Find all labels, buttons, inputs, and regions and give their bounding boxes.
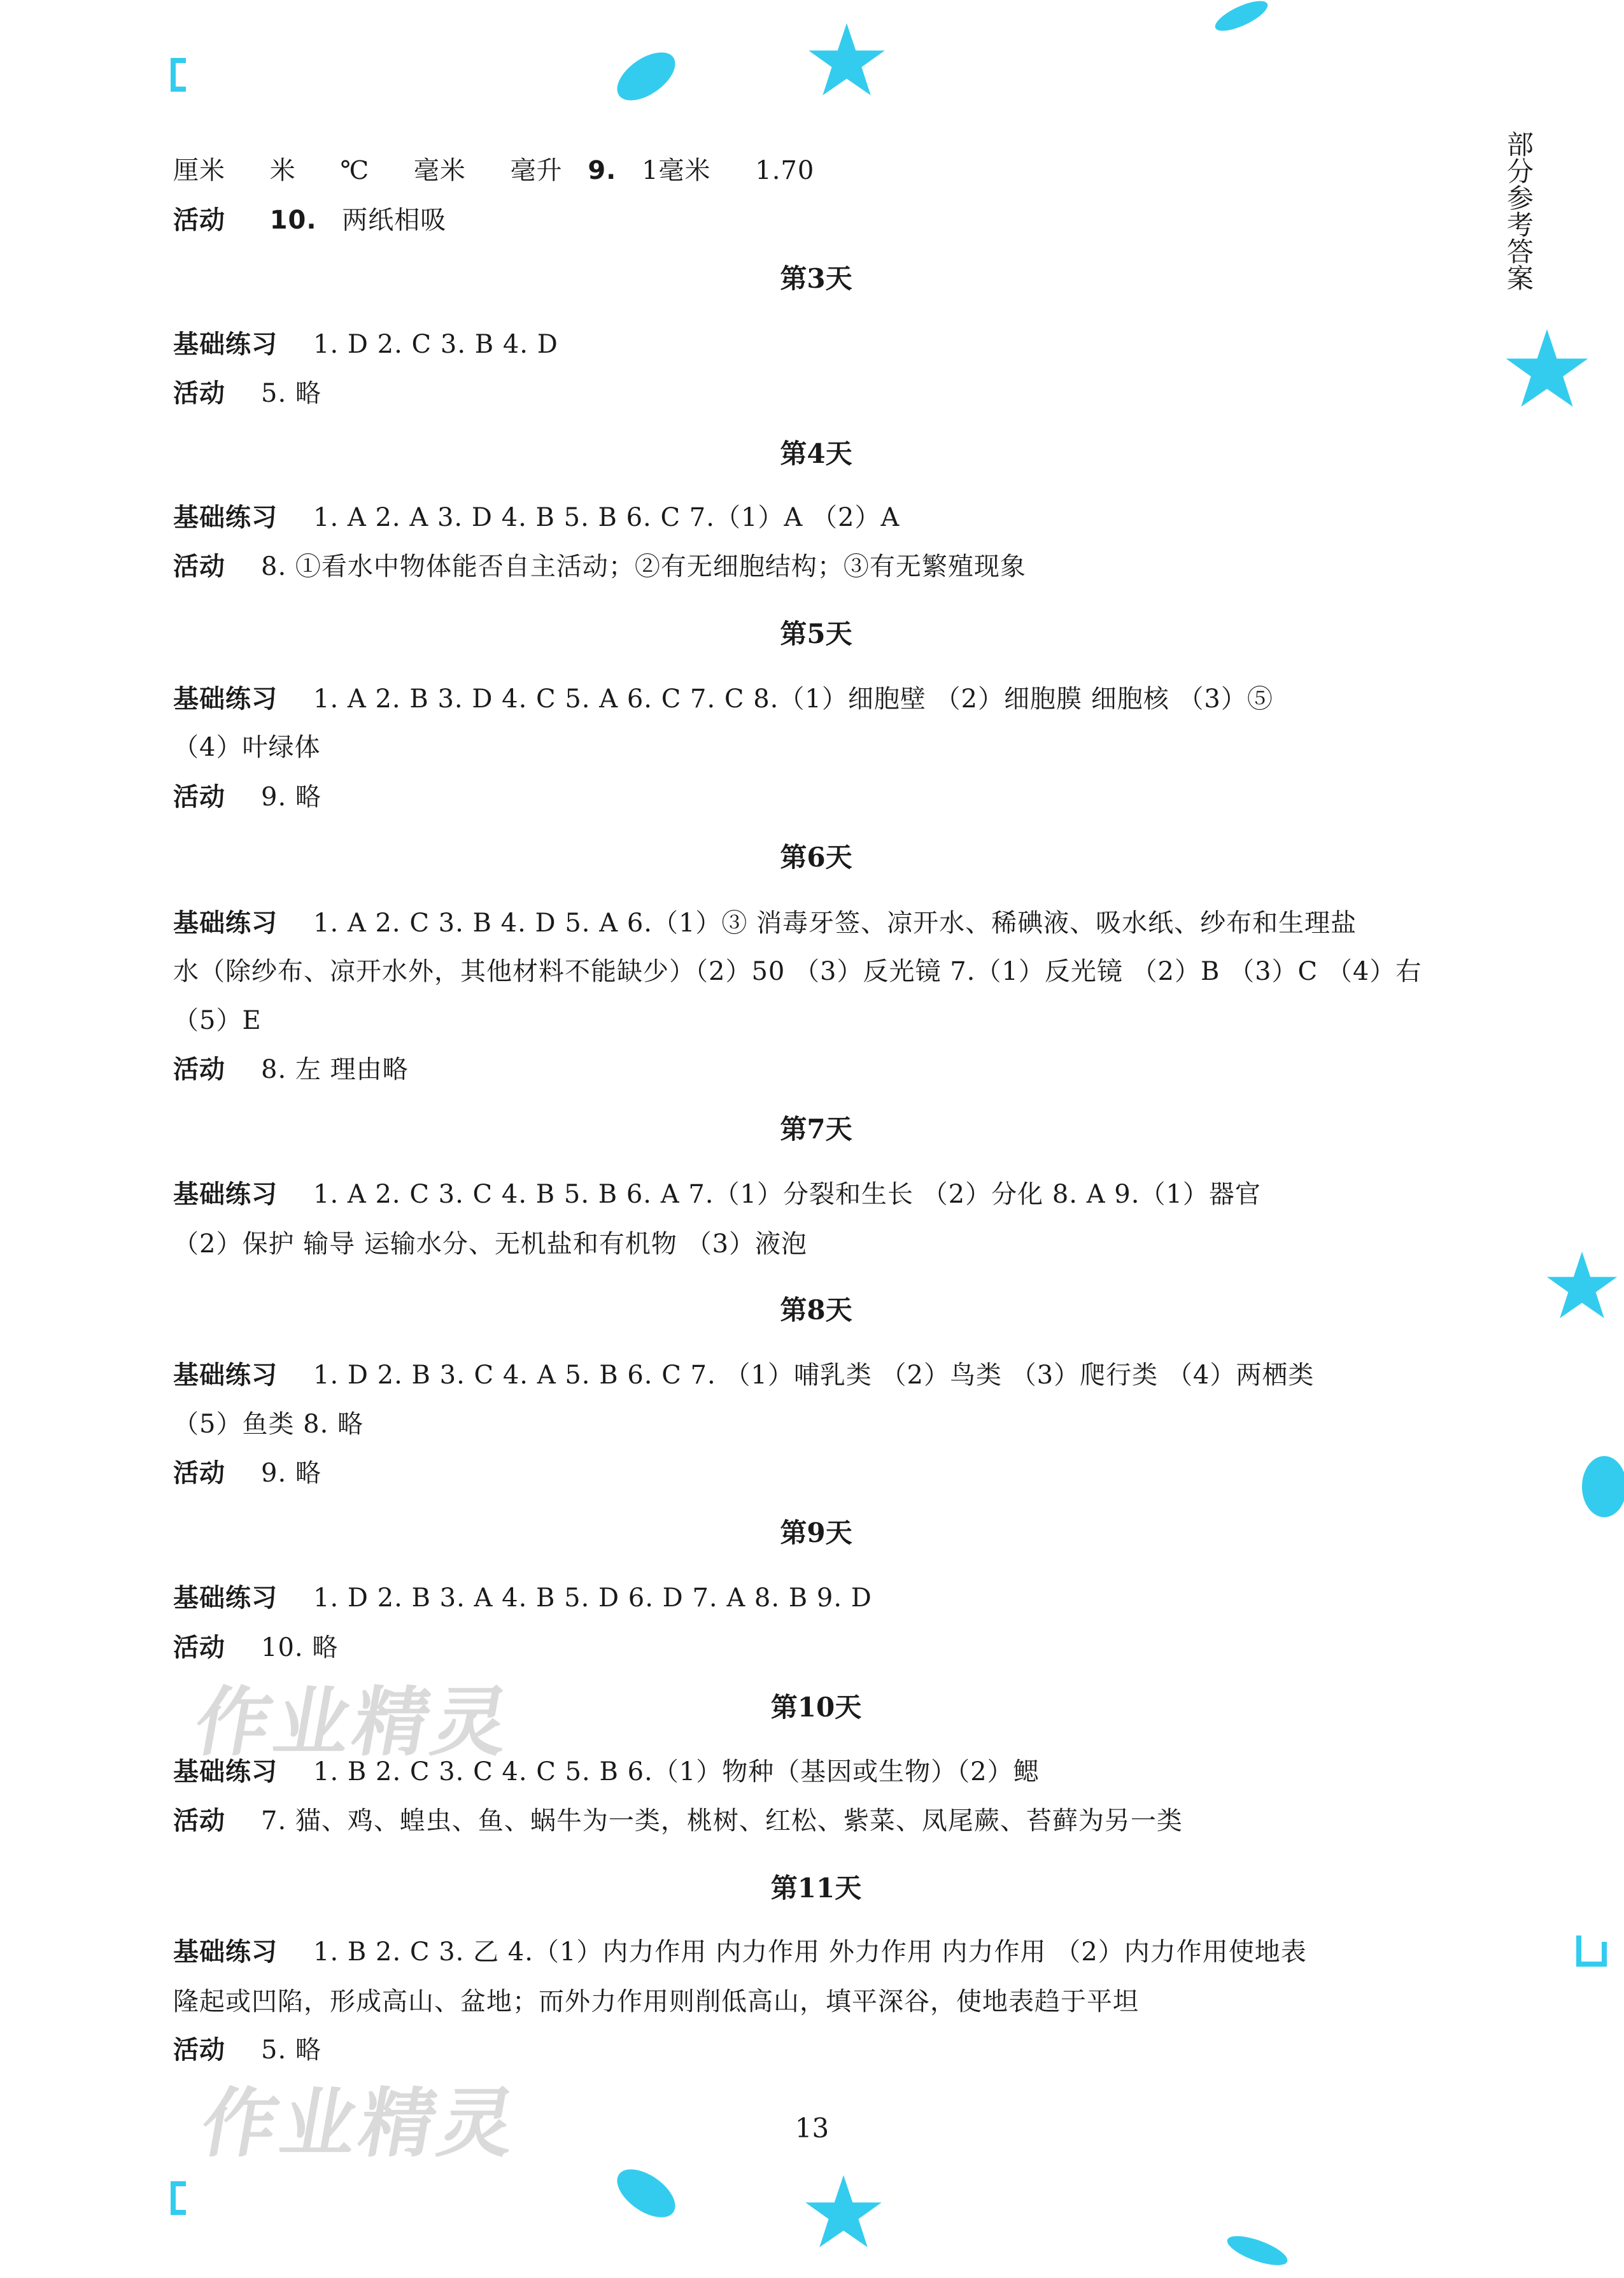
answer-line: 厘米 米 ℃ 毫米 毫升 9. 1毫米 1.70 [173,156,815,185]
side-tab [1496,131,1541,297]
answer-line: 基础练习 1. B 2. C 3. 乙 4.（1）内力作用 内力作用 外力作用 内力作用 （2）内力作用使地表 [173,1937,1307,1967]
section-heading: 第10天 [770,1692,862,1723]
bracket-icon [167,57,192,96]
answer-line: （5）E [173,1006,262,1035]
leaf-icon [1572,1452,1624,1522]
answer-line: 基础练习 1. D 2. B 3. A 4. B 5. D 6. D 7. A 8. B 9. D [173,1583,872,1613]
section-heading: 第5天 [780,618,852,649]
answer-line: 活动 9. 略 [173,1459,321,1488]
answer-line: 活动 10. 两纸相吸 [173,206,447,235]
answer-line: 活动 8. ①看水中物体能否自主活动；②有无细胞结构；③有无繁殖现象 [173,552,1026,581]
side-tab-label: 部分参考答案 [1503,131,1534,291]
answer-line: 隆起或凹陷，形成高山、盆地；而外力作用则削低高山，填平深谷，使地表趋于平坦 [173,1987,1139,2016]
answer-line: （4）叶绿体 [173,733,321,762]
watermark: 作业精灵 [188,1678,520,1766]
star-icon [799,2171,888,2254]
bracket-icon [167,2181,192,2219]
answer-line: 基础练习 1. D 2. B 3. C 4. A 5. B 6. C 7. （1）哺乳类 （2）鸟类 （3）爬行类 （4）两栖类 [173,1361,1315,1390]
answer-line: （2）保护 输导 运输水分、无机盐和有机物 （3）液泡 [173,1229,808,1259]
page-number: 13 [794,2112,830,2144]
section-heading: 第6天 [780,842,852,873]
answer-line: 活动 5. 略 [173,2035,321,2065]
answer-line: 基础练习 1. A 2. C 3. B 4. D 5. A 6.（1）③ 消毒牙签、凉开水、稀碘液、吸水纸、纱布和生理盐 [173,909,1357,938]
answer-line: 活动 7. 猫、鸡、蝗虫、鱼、蜗牛为一类，桃树、红松、紫菜、凤尾蕨、苔藓为另一类 [173,1806,1183,1836]
answer-line: 活动 8. 左 理由略 [173,1055,409,1084]
section-heading: 第7天 [780,1114,852,1145]
answer-line: 基础练习 1. A 2. B 3. D 4. C 5. A 6. C 7. C 8.（1）细胞壁 （2）细胞膜 细胞核 （3）⑤ [173,684,1273,714]
section-heading: 第9天 [780,1517,852,1548]
answer-line: 活动 10. 略 [173,1633,339,1662]
leaf-icon [611,48,681,105]
section-heading: 第4天 [780,438,852,469]
answer-line: （5）鱼类 8. 略 [173,1410,364,1439]
section-heading: 第3天 [780,263,852,294]
leaf-icon [611,2165,681,2222]
bracket-icon [1572,1929,1611,1974]
leaf-icon [1222,2228,1292,2273]
answer-line: 基础练习 1. A 2. A 3. D 4. B 5. B 6. C 7.（1）A （2）A [173,503,900,532]
leaf-icon [1210,0,1273,38]
section-heading: 第8天 [780,1294,852,1326]
star-icon [1499,325,1595,414]
star-icon [1541,1248,1623,1324]
star-icon [802,19,891,102]
answer-line: 活动 9. 略 [173,782,321,812]
watermark: 作业精灵 [195,2079,526,2167]
section-heading: 第11天 [770,1872,862,1904]
answer-line: 基础练习 1. B 2. C 3. C 4. C 5. B 6.（1）物种（基因或生物）（2）鳃 [173,1757,1040,1786]
answer-line: 水（除纱布、凉开水外，其他材料不能缺少）（2）50 （3）反光镜 7.（1）反光镜 （2）B （3）C （4）右 [173,957,1422,986]
answer-line: 基础练习 1. A 2. C 3. C 4. B 5. B 6. A 7.（1）分裂和生长 （2）分化 8. A 9.（1）器官 [173,1180,1261,1209]
answer-line: 活动 5. 略 [173,379,321,408]
answer-line: 基础练习 1. D 2. C 3. B 4. D [173,330,558,359]
